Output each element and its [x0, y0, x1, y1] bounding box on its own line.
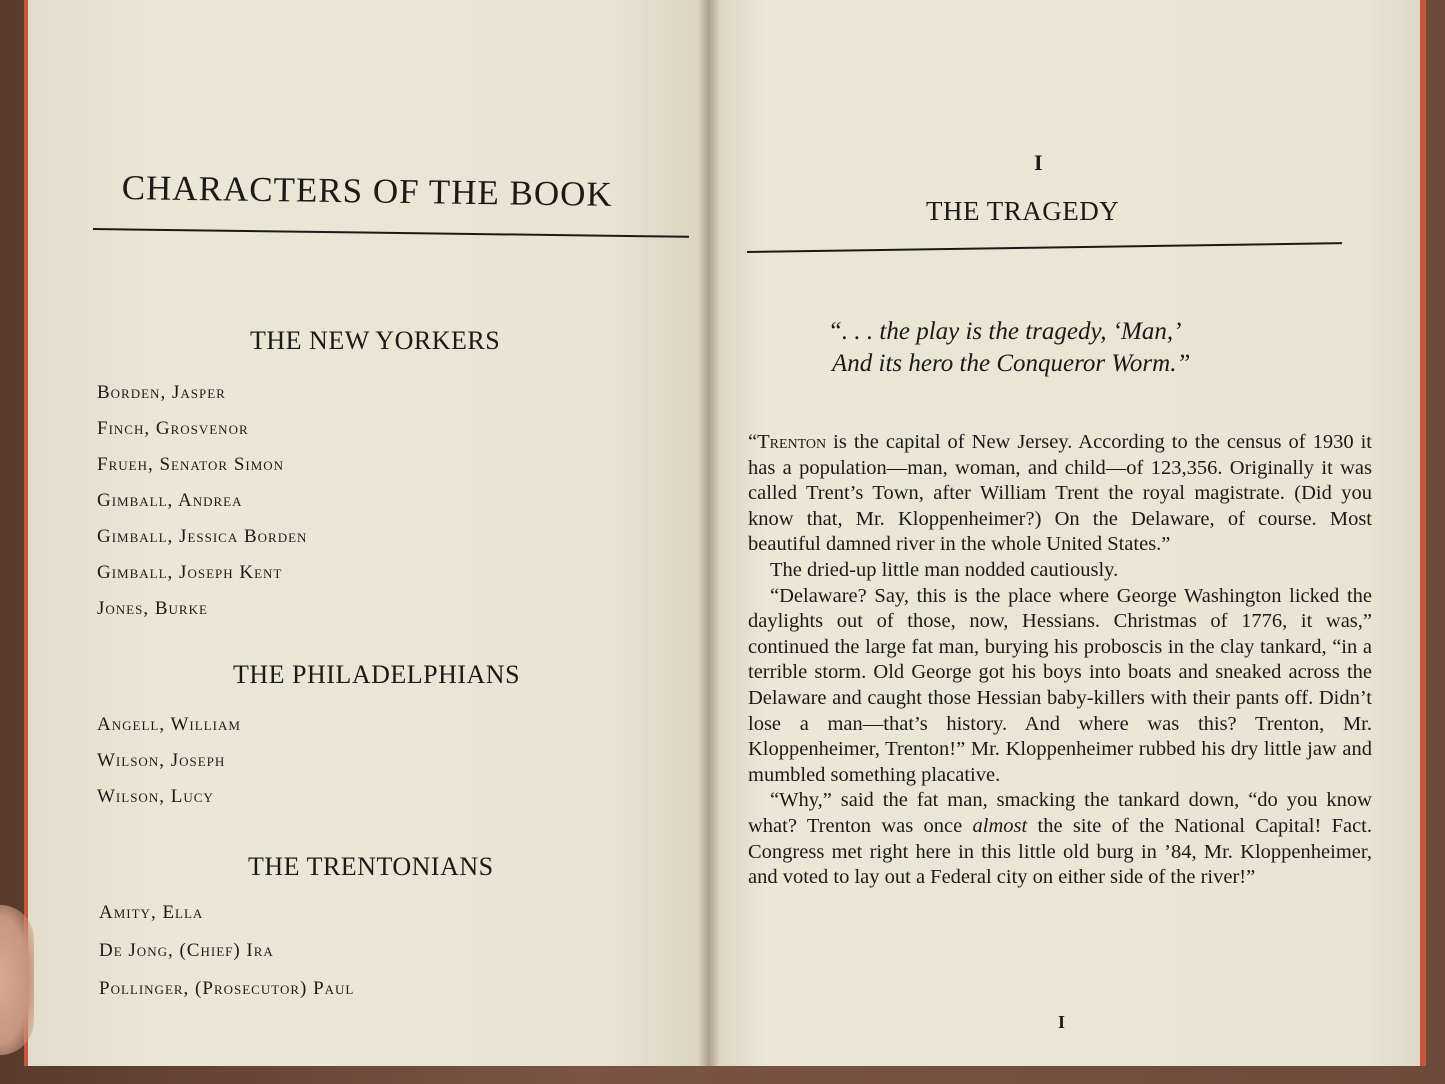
list-item: Wilson, Joseph — [97, 750, 226, 771]
paragraph-text: “Why,” said the fat man, smacking the tankard down, “do you know what? Trenton was once — [748, 789, 1372, 837]
list-item: Pollinger, (Prosecutor) Paul — [99, 978, 355, 999]
paragraph-lead-in: “Trenton — [748, 431, 827, 453]
section-heading-new-yorkers: THE NEW YORKERS — [250, 326, 501, 355]
chapter-title: THE TRAGEDY — [926, 196, 1120, 226]
chapter-number: I — [1034, 150, 1043, 175]
list-item: Gimball, Andrea — [97, 490, 243, 511]
list-item: Angell, William — [97, 714, 241, 735]
paragraph — [748, 788, 1372, 890]
paragraph: The dried-up little man nodded cautiously. — [770, 558, 1119, 581]
list-item: Jones, Burke — [97, 598, 208, 619]
paragraph-text: is the capital of New Jersey. According to the census of 1930 it has a population—man, woman, and child—of 123,356. Originally it was called Trent’s Town, after William Trent the royal magistrate. (Did you know that, Mr. Kloppenheimer?) On the Delaware, of course. Most beautiful damned river in the whole United States.” — [748, 431, 1372, 556]
character-list-new-yorkers — [97, 375, 307, 627]
paragraph — [748, 430, 1372, 558]
section-heading-philadelphians: THE PHILADELPHIANS — [233, 660, 521, 689]
list-item: Borden, Jasper — [97, 382, 226, 403]
page-number: I — [1058, 1012, 1066, 1032]
list-item: Finch, Grosvenor — [97, 418, 249, 439]
section-heading-trentonians: THE TRENTONIANS — [248, 852, 494, 881]
list-item: De Jong, (Chief) Ira — [99, 940, 274, 961]
character-list-trentonians — [99, 895, 354, 1007]
list-item: Gimball, Joseph Kent — [97, 562, 283, 583]
paragraph-text: the site of the National Capital! Fact. Congress met right here in this little old burg in ’84, Mr. Kloppenheimer, and voted to lay out a Federal city on either side of the river!” — [748, 814, 1372, 889]
book-characters-title: CHARACTERS OF THE BOOK — [121, 168, 613, 214]
character-list-philadelphians — [97, 707, 241, 815]
emphasis-text: almost — [972, 814, 1028, 837]
list-item: Amity, Ella — [99, 902, 204, 923]
paragraph: “Delaware? Say, this is the place where George Washington licked the daylights out of those, now, Hessians. Christmas of 1776, it was,” continued the large fat man, burying his proboscis in the clay tankard, “in a terrible storm. Old George got his boys into boats and sneaked across the Delaware and caught those Hessian baby-killers with their pants off. Didn’t lose a man—that’s history. And where was this? Trenton, Mr. Kloppenheimer, Trenton!” Mr. Kloppenheimer rubbed his dry little jaw and mumbled something placative. — [748, 584, 1372, 786]
list-item: Frueh, Senator Simon — [97, 454, 285, 475]
list-item: Gimball, Jessica Borden — [97, 526, 308, 547]
list-item: Wilson, Lucy — [97, 786, 214, 807]
thumb — [0, 905, 34, 1055]
epigraph-line-2: And its hero the Conqueror Worm.” — [832, 350, 1191, 377]
book-gutter — [698, 0, 720, 1066]
chapter-body-text — [748, 430, 1372, 891]
epigraph-line-1: “. . . the play is the tragedy, ‘Man,’ — [828, 318, 1182, 345]
